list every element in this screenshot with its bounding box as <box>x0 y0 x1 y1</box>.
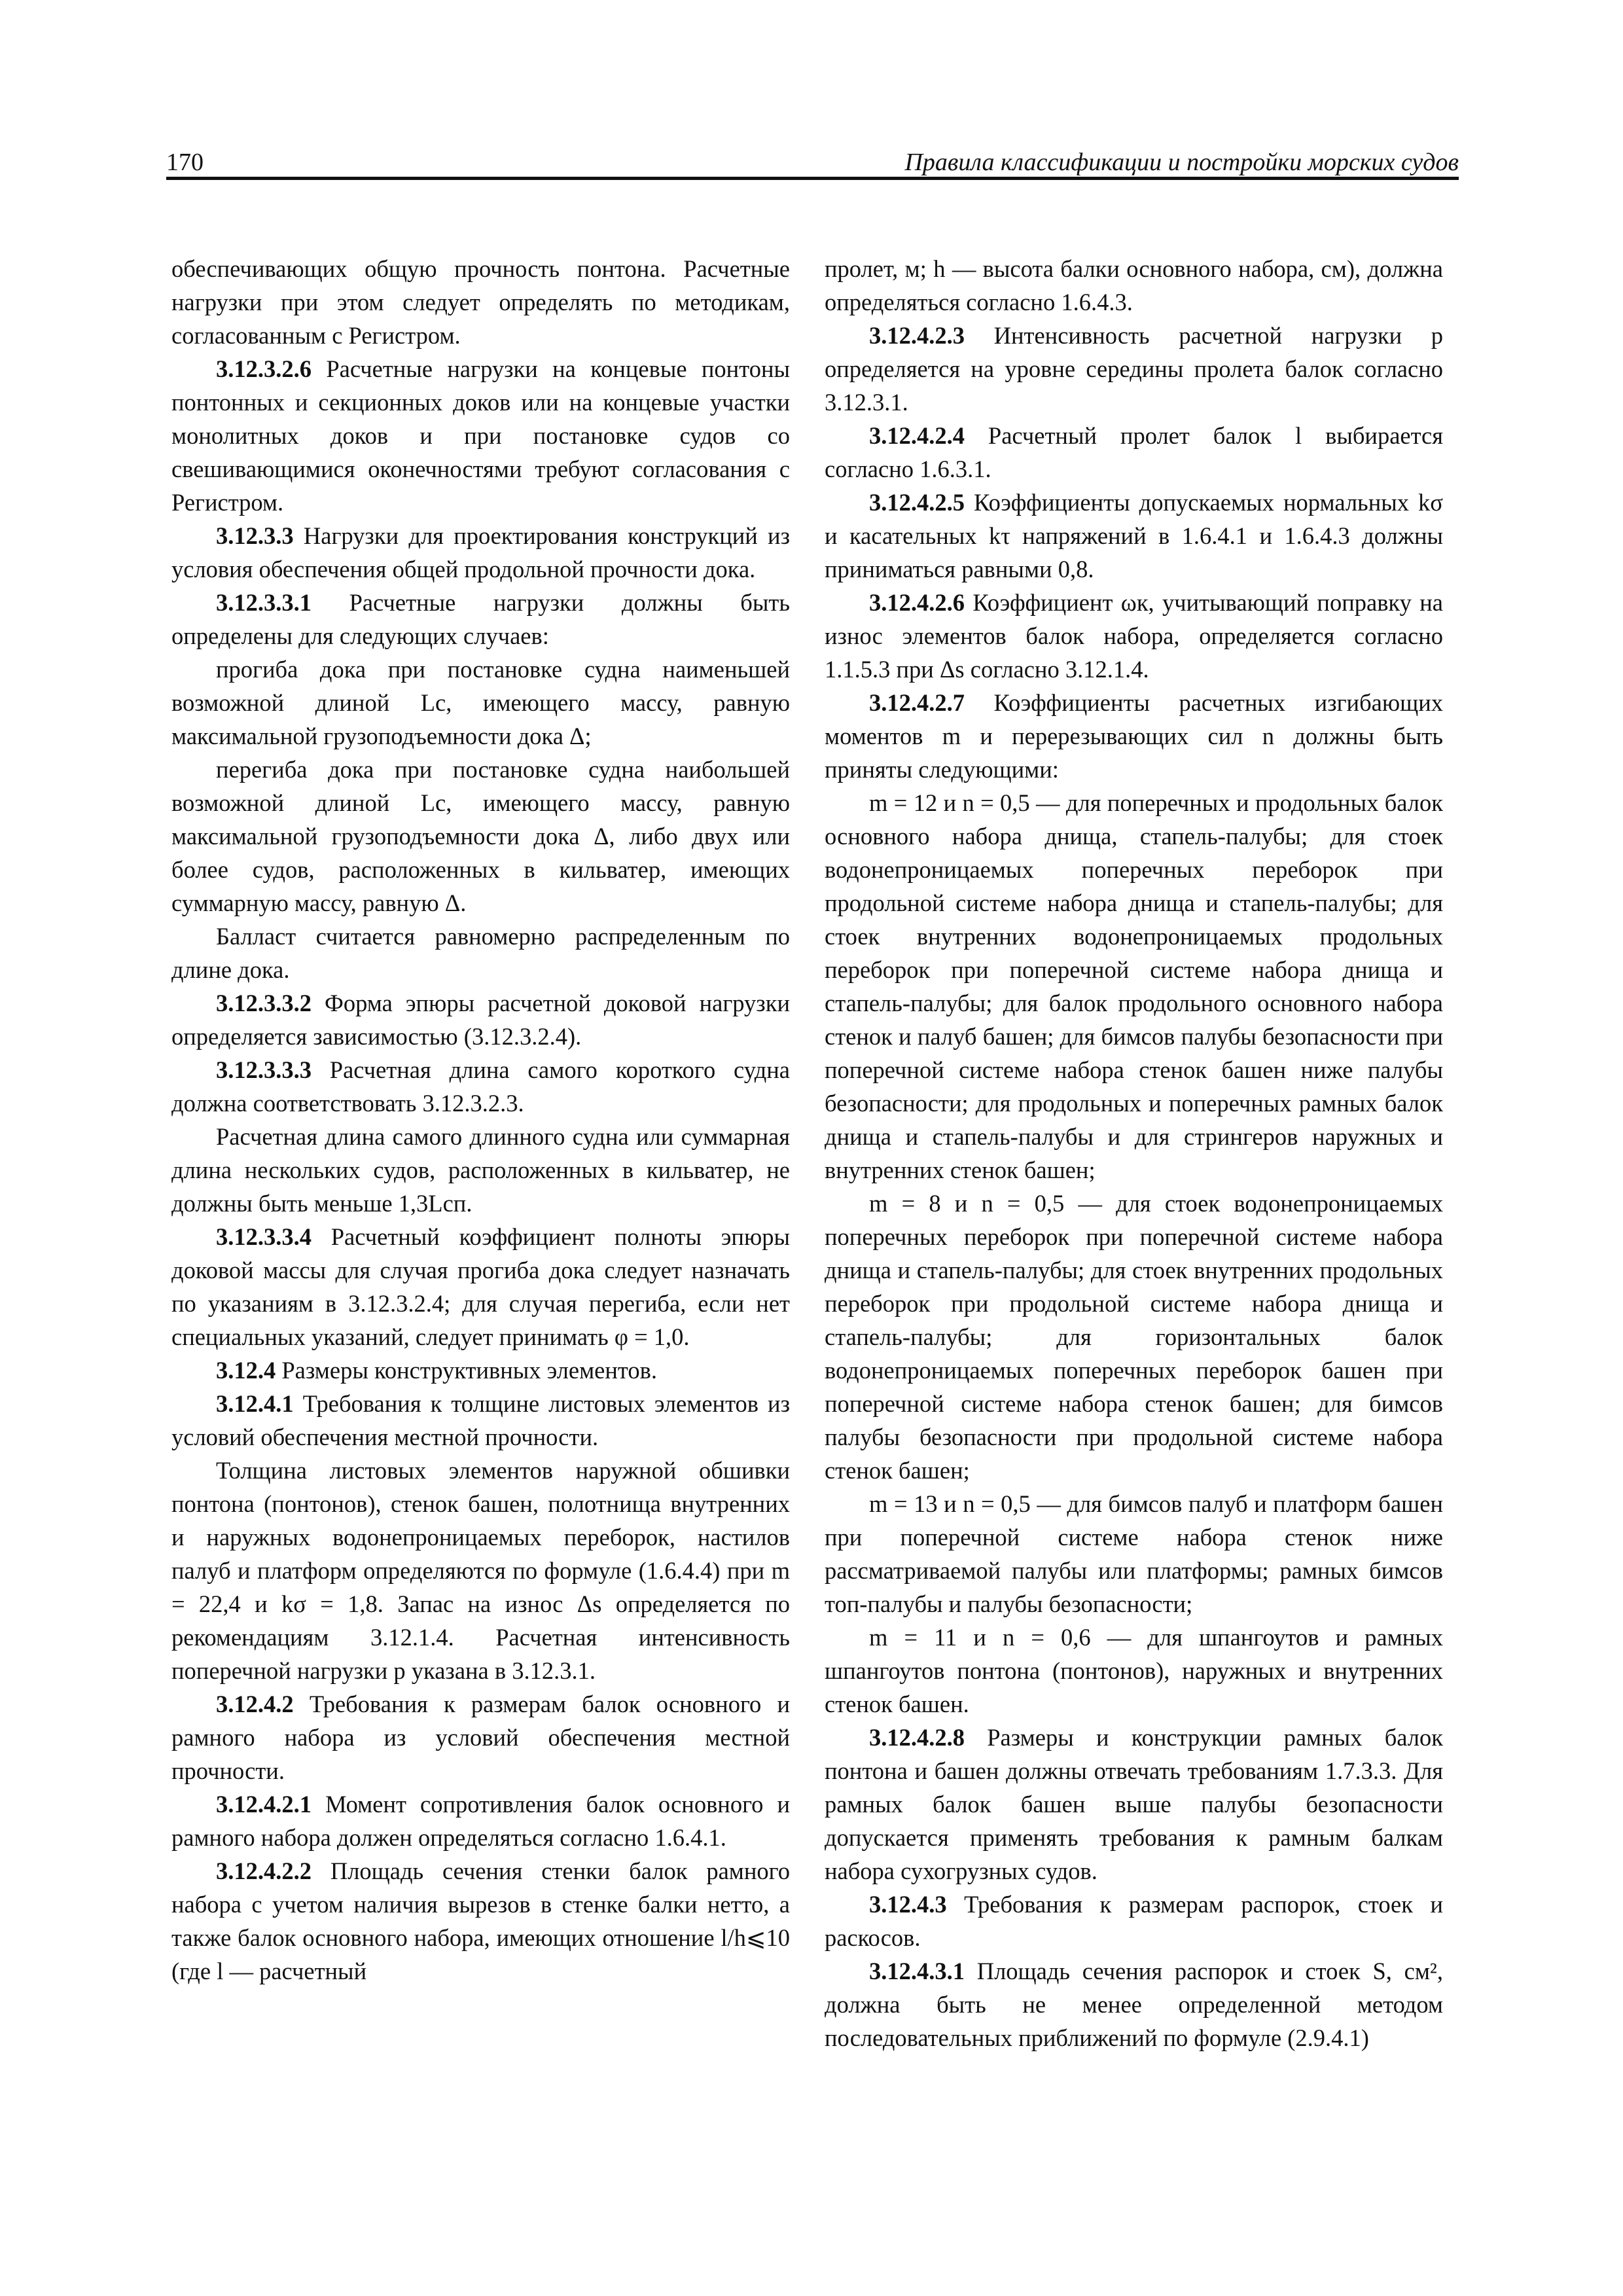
paragraph-text: Требования к толщине листовых элементов из условий обеспечения местной прочности. <box>171 1390 790 1450</box>
paragraph <box>171 1220 790 1354</box>
paragraph-text: Размеры конструктивных элементов. <box>276 1357 657 1384</box>
section-number: 3.12.4.2.1 <box>216 1791 312 1818</box>
paragraph <box>171 986 790 1053</box>
paragraph-text: перегиба дока при постановке судна наибольшей возможной длиной Lс, имеющего массу, равную максимальной грузоподъемности дока Δ, либо двух или более судов, расположенных в кильватер, имеющих суммарную массу, равную Δ. <box>171 756 790 916</box>
paragraph-text: m = 8 и n = 0,5 — для стоек водонепроницаемых поперечных переборок при поперечной системе набора днища и стапель-палубы; для стоек внутренних продольных переборок при продольной системе набора днища и стапель-палубы; для горизонтальных балок водонепроницаемых поперечных переборок башен при поперечной системе набора стенок башен; для бимсов палубы безопасности при продольной системе набора стенок башен; <box>825 1190 1443 1484</box>
paragraph-text: Расчетный пролет балок l выбирается согласно 1.6.3.1. <box>825 422 1443 482</box>
paragraph <box>171 1053 790 1120</box>
section-number: 3.12.4 <box>216 1357 276 1384</box>
left-column <box>171 252 790 1988</box>
section-number: 3.12.3.3.4 <box>216 1223 312 1250</box>
paragraph <box>171 1387 790 1454</box>
paragraph <box>171 1120 790 1220</box>
header-rule <box>166 177 1459 180</box>
paragraph-text: Площадь сечения распорок и стоек S, см², должна быть не менее определенной методом последовательных приближений по формуле (2.9.4.1) <box>825 1958 1443 2051</box>
paragraph <box>825 319 1443 419</box>
paragraph-text: m = 13 и n = 0,5 — для бимсов палуб и платформ башен при поперечной системе набора стенок ниже рассматриваемой палубы или платформы; рамных бимсов топ-палубы и палубы безопасности; <box>825 1490 1443 1617</box>
paragraph <box>171 1354 790 1387</box>
paragraph <box>825 786 1443 1187</box>
paragraph <box>171 252 790 352</box>
paragraph <box>171 352 790 519</box>
paragraph-text: Расчетные нагрузки должны быть определены для следующих случаев: <box>171 589 790 649</box>
paragraph-text: пролет, м; h — высота балки основного набора, см), должна определяться согласно 1.6.4.3. <box>825 255 1443 315</box>
paragraph-text: m = 11 и n = 0,6 — для шпангоутов и рамных шпангоутов понтона (понтонов), наружных и внутренних стенок башен. <box>825 1624 1443 1717</box>
paragraph <box>171 1854 790 1988</box>
paragraph-text: Форма эпюры расчетной доковой нагрузки определяется зависимостью (3.12.3.2.4). <box>171 990 790 1050</box>
section-number: 3.12.4.2.7 <box>869 689 965 716</box>
running-title: Правила классификации и постройки морских судов <box>904 149 1459 176</box>
paragraph-text: Требования к размерам распорок, стоек и раскосов. <box>825 1891 1443 1951</box>
paragraph <box>171 519 790 586</box>
paragraph <box>825 1954 1443 2054</box>
paragraph-text: Коэффициенты допускаемых нормальных kσ и касательных kτ напряжений в 1.6.4.1 и 1.6.4.3 должны приниматься равными 0,8. <box>825 489 1443 583</box>
paragraph <box>825 686 1443 786</box>
paragraph <box>825 1888 1443 1954</box>
paragraph <box>825 419 1443 486</box>
paragraph <box>825 1487 1443 1621</box>
paragraph-text: Размеры и конструкции рамных балок понтона и башен должны отвечать требованиям 1.7.3.3. Для рамных балок башен выше палубы безопасности допускается применять требования к рамным балкам набора сухогрузных судов. <box>825 1724 1443 1884</box>
paragraph <box>825 486 1443 586</box>
paragraph-text: прогиба дока при постановке судна наименьшей возможной длиной Lс, имеющего массу, равную максимальной грузоподъемности дока Δ; <box>171 656 790 749</box>
paragraph-text: Интенсивность расчетной нагрузки p определяется на уровне середины пролета балок согласно 3.12.3.1. <box>825 322 1443 416</box>
paragraph <box>825 1721 1443 1888</box>
paragraph-text: обеспечивающих общую прочность понтона. Расчетные нагрузки при этом следует определять по методикам, согласованным с Регистром. <box>171 255 790 349</box>
paragraph-text: Коэффициенты расчетных изгибающих моментов m и перерезывающих сил n должны быть приняты следующими: <box>825 689 1443 783</box>
paragraph <box>825 1187 1443 1487</box>
paragraph <box>825 1621 1443 1721</box>
paragraph <box>171 753 790 920</box>
paragraph <box>825 252 1443 319</box>
section-number: 3.12.4.2 <box>216 1691 294 1717</box>
section-number: 3.12.4.2.4 <box>869 422 965 449</box>
paragraph-text: Нагрузки для проектирования конструкций из условия обеспечения общей продольной прочности дока. <box>171 522 790 583</box>
section-number: 3.12.3.3.1 <box>216 589 312 616</box>
paragraph <box>171 1687 790 1787</box>
paragraph <box>171 653 790 753</box>
section-number: 3.12.3.3 <box>216 522 294 549</box>
section-number: 3.12.3.3.3 <box>216 1056 312 1083</box>
section-number: 3.12.4.1 <box>216 1390 294 1417</box>
paragraph <box>171 586 790 653</box>
page-number: 170 <box>166 149 204 176</box>
section-number: 3.12.4.3.1 <box>869 1958 965 1984</box>
page-header <box>166 147 1459 177</box>
section-number: 3.12.4.2.5 <box>869 489 965 516</box>
paragraph <box>171 1454 790 1687</box>
paragraph-text: Балласт считается равномерно распределенным по длине дока. <box>171 923 790 983</box>
paragraph-text: Расчетные нагрузки на концевые понтоны понтонных и секционных доков или на концевые участки монолитных доков и при постановке судов со свешивающимися оконечностями требуют согласования с Регистром. <box>171 355 790 516</box>
section-number: 3.12.4.2.6 <box>869 589 965 616</box>
paragraph-text: Толщина листовых элементов наружной обшивки понтона (понтонов), стенок башен, полотнища внутренних и наружных водонепроницаемых переборок, настилов палуб и платформ определяются по формуле (1.6.4.4) при m = 22,4 и kσ = 1,8. Запас на износ Δs определяется по рекомендациям 3.12.1.4. Расчетная интенсивность поперечной нагрузки p указана в 3.12.3.1. <box>171 1457 790 1684</box>
paragraph-text: Требования к размерам балок основного и рамного набора из условий обеспечения местной прочности. <box>171 1691 790 1784</box>
paragraph-text: m = 12 и n = 0,5 — для поперечных и продольных балок основного набора днища, стапель-палубы; для стоек водонепроницаемых поперечных переборок при продольной системе набора днища и стапель-палубы; для стоек внутренних водонепроницаемых продольных переборок при поперечной системе набора днища и стапель-палубы; для балок продольного основного набора стенок и палуб башен; для бимсов палубы безопасности при поперечной системе набора стенок башен ниже палубы безопасности; для продольных и поперечных рамных балок днища и стапель-палубы и для стрингеров наружных и внутренних стенок башен; <box>825 789 1443 1183</box>
paragraph <box>171 920 790 986</box>
paragraph-text: Площадь сечения стенки балок рамного набора с учетом наличия вырезов в стенке балки нетто, а также балок основного набора, имеющих отношение l/h⩽10 (где l — расчетный <box>171 1857 790 1984</box>
section-number: 3.12.4.2.8 <box>869 1724 965 1751</box>
right-column <box>825 252 1443 2054</box>
section-number: 3.12.3.2.6 <box>216 355 312 382</box>
section-number: 3.12.4.2.3 <box>869 322 965 349</box>
paragraph-text: Расчетная длина самого короткого судна должна соответствовать 3.12.3.2.3. <box>171 1056 790 1117</box>
paragraph <box>825 586 1443 686</box>
paragraph-text: Коэффициент ωк, учитывающий поправку на износ элементов балок набора, определяется согласно 1.1.5.3 при Δs согласно 3.12.1.4. <box>825 589 1443 683</box>
paragraph-text: Расчетный коэффициент полноты эпюры доковой массы для случая прогиба дока следует назначать по указаниям в 3.12.3.2.4; для случая перегиба, если нет специальных указаний, следует принимать φ = 1,0. <box>171 1223 790 1350</box>
section-number: 3.12.4.3 <box>869 1891 947 1918</box>
paragraph-text: Расчетная длина самого длинного судна или суммарная длина нескольких судов, расположенных в кильватер, не должны быть меньше 1,3Lсп. <box>171 1123 790 1217</box>
section-number: 3.12.4.2.2 <box>216 1857 312 1884</box>
section-number: 3.12.3.3.2 <box>216 990 312 1016</box>
paragraph-text: Момент сопротивления балок основного и рамного набора должен определяться согласно 1.6.4.1. <box>171 1791 790 1851</box>
paragraph <box>171 1787 790 1854</box>
